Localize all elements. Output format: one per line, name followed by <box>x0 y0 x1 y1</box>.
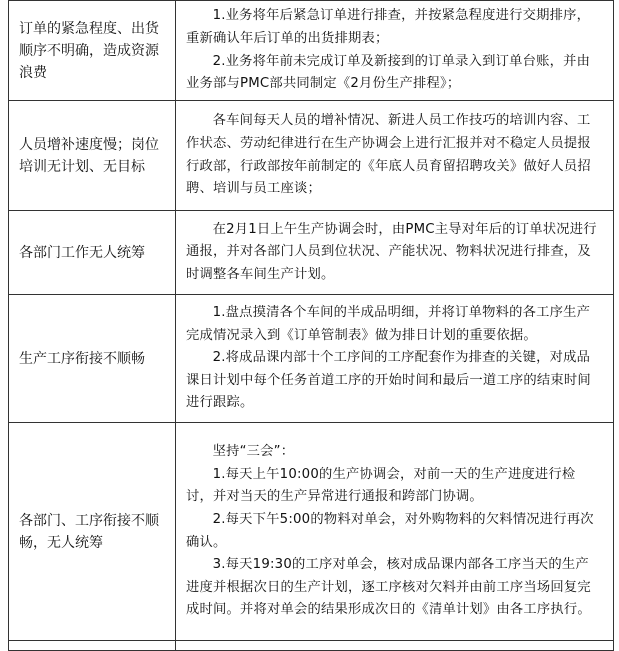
measures-table <box>8 0 614 651</box>
measure-paragraph: 2.每天下午5:00的物料对单会，对外购物料的欠料情况进行再次确认。 <box>186 511 594 550</box>
measure-cell <box>176 1 614 101</box>
empty-cell <box>176 641 614 651</box>
issue-cell: 订单的紧急程度、出货顺序不明确，造成资源浪费 <box>9 1 176 101</box>
measure-paragraph: 2.业务将年前未完成订单及新接到的订单录入到订单台账，并由业务部与PMC部共同制定《2月份生产排程》； <box>186 53 591 92</box>
measure-paragraph: 3.每天19:30的工序对单会，核对成品课内部各工序当天的生产进度并根据次日的生产计划，逐工序核对欠料并由前工序当场回复完成时间。并将对单会的结果形成次日的《清单计划》由各工序执行。 <box>186 557 591 618</box>
issue-cell: 各部门工作无人统筹 <box>9 211 176 295</box>
measure-cell <box>176 423 614 641</box>
measure-paragraph: 1.盘点摸清各个车间的半成品明细，并将订单物料的各工序生产完成情况录入到《订单管制表》做为排日计划的重要依据。 <box>186 305 591 343</box>
table-row <box>9 423 614 641</box>
table-row <box>9 211 614 295</box>
issue-cell: 人员增补速度慢；岗位培训无计划、无目标 <box>9 101 176 211</box>
table-row <box>9 295 614 423</box>
empty-cell <box>9 641 176 651</box>
measure-paragraph: 在2月1日上午生产协调会时，由PMC主导对年后的订单状况进行通报，并对各部门人员到位状况、产能状况、物料状况进行排查，及时调整各车间生产计划。 <box>186 221 597 282</box>
table-row <box>9 1 614 101</box>
issue-cell: 生产工序衔接不顺畅 <box>9 295 176 423</box>
measure-cell <box>176 211 614 295</box>
measure-cell <box>176 101 614 211</box>
measure-cell <box>176 295 614 423</box>
table-row <box>9 641 614 651</box>
measure-paragraph: 各车间每天人员的增补情况、新进人员工作技巧的培训内容、工作状态、劳动纪律进行在生产协调会上进行汇报并对不稳定人员提报行政部，行政部按年前制定的《年底人员育留招聘攻关》做好人员招聘、培训与员工座谈； <box>186 113 591 197</box>
measure-paragraph: 坚持“三会”： <box>212 444 295 460</box>
measure-paragraph: 1.每天上午10:00的生产协调会，对前一天的生产进度进行检讨，并对当天的生产异常进行通报和跨部门协调。 <box>186 466 576 505</box>
measure-paragraph: 1.业务将年后紧急订单进行排查，并按紧急程度进行交期排序，重新确认年后订单的出货排期表； <box>186 8 591 46</box>
measure-paragraph: 2.将成品课内部十个工序间的工序配套作为排查的关键，对成品课日计划中每个任务首道工序的开始时间和最后一道工序的结束时间进行跟踪。 <box>186 350 591 411</box>
table-row <box>9 101 614 211</box>
issue-cell: 各部门、工序衔接不顺畅，无人统筹 <box>9 423 176 641</box>
